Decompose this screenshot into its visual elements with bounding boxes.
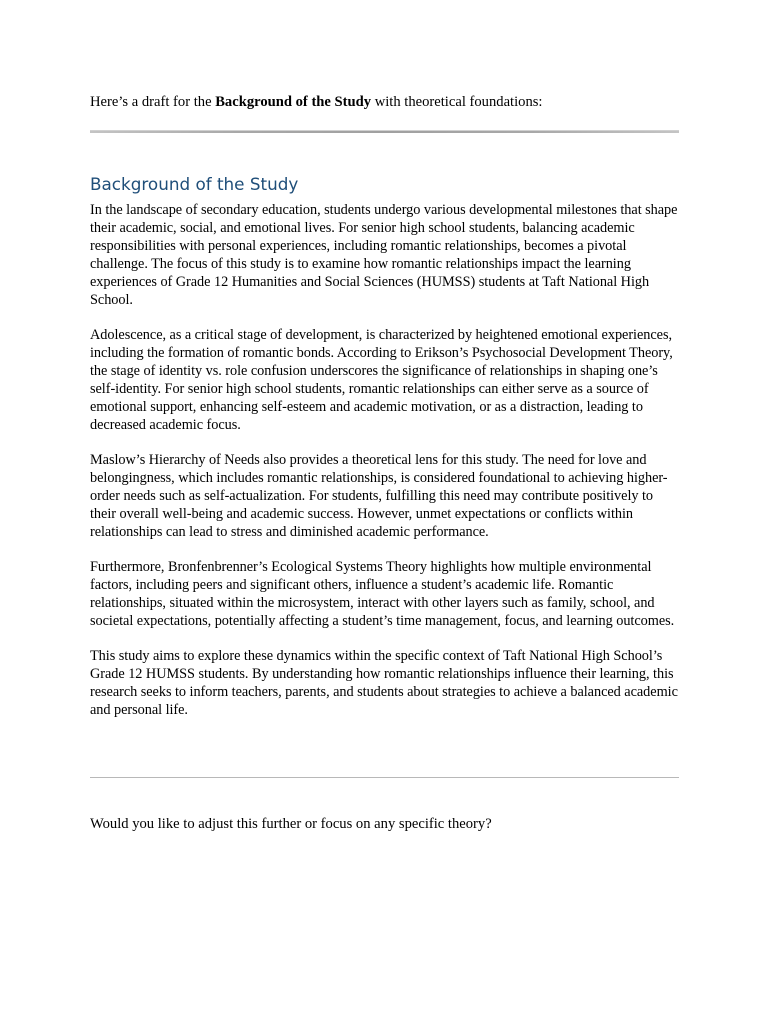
paragraph: Maslow’s Hierarchy of Needs also provides a theoretical lens for this study. The need for love and belongingness, which includes romantic relationships, is considered foundational to achieving higher-order needs such as self-actualization. For students, fulfilling this need may contribute positively to their overall well-being and academic success. However, unmet expectations or conflicts within relationships can lead to stress and diminished academic performance. <box>90 452 668 540</box>
paragraph: This study aims to explore these dynamics within the specific context of Taft National High School’s Grade 12 HUMSS students. By understanding how romantic relationships influence their learning, this research seeks to inform teachers, parents, and students about strategies to achieve a balanced academic and personal life. <box>90 648 678 719</box>
section-body <box>90 202 680 738</box>
bottom-divider <box>90 777 679 778</box>
paragraph: In the landscape of secondary education, students undergo various developmental milestones that shape their academic, social, and emotional lives. For senior high school students, balancing academic responsibilities with personal experiences, including romantic relationships, becomes a pivotal challenge. The focus of this study is to examine how romantic relationships impact the learning experiences of Grade 12 Humanities and Social Sciences (HUMSS) students at Taft National High School. <box>90 202 678 308</box>
intro-prefix: Here’s a draft for the <box>90 94 216 110</box>
top-divider <box>90 130 679 133</box>
closing-question: Would you like to adjust this further or focus on any specific theory? <box>90 816 492 832</box>
intro-suffix: with theoretical foundations: <box>371 94 543 110</box>
paragraph: Furthermore, Bronfenbrenner’s Ecological Systems Theory highlights how multiple environmental factors, including peers and significant others, influence a student’s academic life. Romantic relationships, situated within the microsystem, interact with other layers such as family, school, and societal expectations, potentially affecting a student’s time management, focus, and learning outcomes. <box>90 559 675 629</box>
intro-line <box>90 92 680 112</box>
section-heading: Background of the Study <box>90 173 299 194</box>
intro-bold-title: Background of the Study <box>215 94 372 110</box>
paragraph: Adolescence, as a critical stage of development, is characterized by heightened emotional experiences, including the formation of romantic bonds. According to Erikson’s Psychosocial Development Theory, the stage of identity vs. role confusion underscores the significance of relationships in shaping one’s self-identity. For senior high school students, romantic relationships can either serve as a source of emotional support, enhancing self-esteem and academic motivation, or as a distraction, leading to decreased academic focus. <box>90 327 673 433</box>
